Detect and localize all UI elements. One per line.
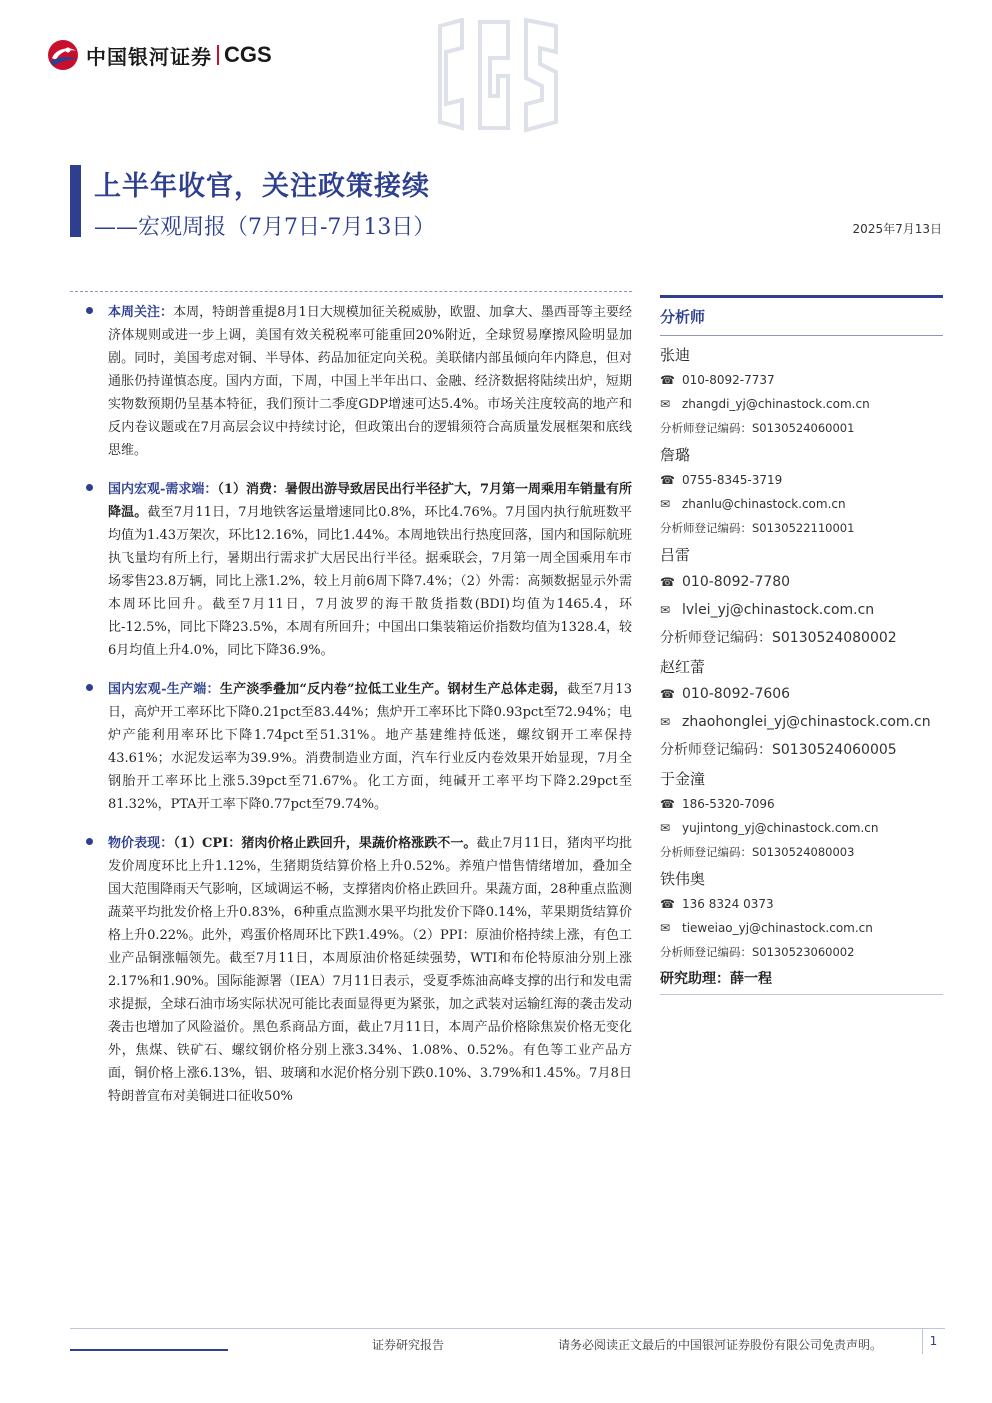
- analyst-card: [660, 542, 943, 652]
- registration-label: 分析师登记编码：: [660, 630, 772, 646]
- analyst-name: 詹璐: [660, 446, 691, 464]
- analyst-phone-row: [660, 680, 943, 708]
- analyst-list: [660, 342, 943, 964]
- analyst-name: 于金潼: [660, 770, 706, 788]
- page-number: 1: [922, 1328, 944, 1354]
- analyst-phone: 010-8092-7606: [682, 686, 791, 702]
- analyst-email[interactable]: zhaohonglei_yj@chinastock.com.cn: [682, 714, 931, 730]
- content-section: [70, 478, 632, 662]
- registration-code: S0130522110001: [752, 521, 855, 535]
- phone-icon: ☎: [660, 687, 675, 701]
- section-body: [108, 301, 632, 462]
- sidebar-heading: 分析师: [660, 306, 943, 336]
- analyst-card: [660, 866, 943, 964]
- bullet-icon: [70, 478, 108, 662]
- analyst-card: [660, 442, 943, 540]
- section-text: 截至7月13日，高炉开工率环比下降0.21pct至83.44%；焦炉开工率环比下降0.93pct至72.94%；电炉产能利用率环比下降1.74pct至51.31%。地产基建维持低迷，螺纹钢开工率保持43.61%；水泥发运率为39.9%。消费制造业方面，汽车行业反内卷效果开始显现，7月全钢胎开工率环比上涨5.39pct至71.67%。化工方面，纯碱开工率平均下降2.29pct至81.32%，PTA开工率下降0.77pct至79.74%。: [108, 682, 632, 812]
- phone-icon: ☎: [660, 897, 675, 911]
- phone-icon: ☎: [660, 575, 675, 589]
- phone-icon: ☎: [660, 797, 675, 811]
- analyst-phone: 136 8324 0373: [682, 897, 774, 911]
- analyst-email-row: [660, 816, 943, 840]
- analyst-email[interactable]: tieweiao_yj@chinastock.com.cn: [682, 921, 873, 935]
- analyst-email-row: [660, 708, 943, 736]
- analyst-registration: [660, 840, 943, 864]
- analyst-name: 张迪: [660, 346, 691, 364]
- bullet-icon: [70, 832, 108, 1108]
- analyst-name: 铁伟奥: [660, 870, 706, 888]
- email-icon: ✉: [660, 397, 671, 411]
- analyst-card: [660, 342, 943, 440]
- logo-separator: [217, 45, 219, 65]
- phone-icon: ☎: [660, 473, 675, 487]
- section-body: [108, 832, 632, 1108]
- section-body: [108, 678, 632, 816]
- main-content: [70, 291, 632, 1124]
- report-subtitle: ——宏观周报（7月7日-7月13日）: [94, 215, 436, 240]
- analyst-registration: [660, 624, 943, 652]
- footer-report-type: 证券研究报告: [372, 1338, 445, 1352]
- analyst-email[interactable]: yujintong_yj@chinastock.com.cn: [682, 821, 879, 835]
- analyst-phone: 010-8092-7737: [682, 373, 775, 387]
- section-highlight: （1）消费：暑假出游导致居民出行半径扩大，7月第一周乘用车销量有所降温。: [108, 482, 632, 520]
- analyst-card: [660, 654, 943, 764]
- company-logo: [46, 38, 272, 72]
- analyst-phone: 0755-8345-3719: [682, 473, 783, 487]
- cgs-watermark: [428, 18, 568, 133]
- registration-label: 分析师登记编码：: [660, 845, 752, 859]
- bullet-icon: [70, 301, 108, 462]
- analyst-sidebar: [660, 295, 943, 995]
- email-icon: ✉: [660, 497, 671, 511]
- registration-code: S0130524060001: [752, 421, 855, 435]
- footer-rule: [70, 1328, 945, 1329]
- logo-chinese-name: 中国银河证券: [86, 44, 212, 69]
- analyst-phone-row: [660, 792, 943, 816]
- analyst-phone: 186-5320-7096: [682, 797, 775, 811]
- analyst-registration: [660, 940, 943, 964]
- section-text: 截至7月11日，7月地铁客运量增速同比0.8%，环比4.76%。7月国内执行航班数平均值为1.43万架次，环比12.16%，同比1.44%。本周地铁出行热度回落，国内和国际航班执飞量均有所上行，暑期出行需求扩大居民出行半径。据乘联会，7月第一周全国乘用车市场零售23.8万辆，同比上涨1.2%，较上月前6周下降7.4%；（2）外需：高频数据显示外需本周环比回升。截至7月11日，7月波罗的海干散货指数(BDI)均值为1465.4，环比-12.5%，同比下降23.5%，本周有所回升；中国出口集装箱运价指数均值为1328.4，较6月均值上升4.0%，同比下降36.9%。: [108, 505, 632, 658]
- registration-code: S0130524080003: [752, 845, 855, 859]
- analyst-registration: [660, 516, 943, 540]
- analyst-phone-row: [660, 368, 943, 392]
- research-assistant: 研究助理：薛一程: [660, 966, 943, 995]
- content-section: [70, 301, 632, 462]
- analyst-registration: [660, 736, 943, 764]
- registration-label: 分析师登记编码：: [660, 945, 752, 959]
- analyst-name: 赵红蕾: [660, 658, 706, 676]
- email-icon: ✉: [660, 921, 671, 935]
- sidebar-top-rule: [660, 295, 943, 298]
- section-highlight: （1）CPI：猪肉价格止跌回升，果蔬价格涨跌不一。: [173, 836, 477, 851]
- analyst-email-row: [660, 492, 943, 516]
- title-accent-bar: [70, 165, 81, 237]
- email-icon: ✉: [660, 603, 671, 617]
- analyst-email-row: [660, 392, 943, 416]
- email-icon: ✉: [660, 821, 671, 835]
- footer-accent-line: [70, 1349, 228, 1351]
- galaxy-logo-icon: [46, 38, 80, 72]
- registration-code: S0130524060005: [772, 742, 897, 758]
- analyst-phone-row: [660, 568, 943, 596]
- report-date: 2025年7月13日: [852, 222, 942, 236]
- logo-english-name: CGS: [224, 42, 272, 67]
- analyst-email[interactable]: zhanlu@chinastock.com.cn: [682, 497, 846, 511]
- analyst-email-row: [660, 916, 943, 940]
- section-label: 国内宏观-需求端：: [108, 482, 218, 497]
- analyst-name: 吕雷: [660, 546, 691, 564]
- analyst-phone-row: [660, 468, 943, 492]
- registration-label: 分析师登记编码：: [660, 521, 752, 535]
- report-title: 上半年收官，关注政策接续: [94, 171, 430, 202]
- analyst-email-row: [660, 596, 943, 624]
- analyst-phone-row: [660, 892, 943, 916]
- section-label: 物价表现：: [108, 836, 174, 851]
- section-body: [108, 478, 632, 662]
- content-section: [70, 832, 632, 1108]
- content-section: [70, 678, 632, 816]
- phone-icon: ☎: [660, 373, 675, 387]
- analyst-registration: [660, 416, 943, 440]
- analyst-email[interactable]: zhangdi_yj@chinastock.com.cn: [682, 397, 870, 411]
- analyst-email[interactable]: lvlei_yj@chinastock.com.cn: [682, 602, 875, 618]
- registration-label: 分析师登记编码：: [660, 421, 752, 435]
- analyst-card: [660, 766, 943, 864]
- section-label: 国内宏观-生产端：: [108, 682, 220, 697]
- section-text: 本周，特朗普重提8月1日大规模加征关税威胁，欧盟、加拿大、墨西哥等主要经济体规则或进一步上调，美国有效关税税率可能重回20%附近，全球贸易摩擦风险明显加剧。同时，美国考虑对铜、半导体、药品加征定向关税。美联储内部虽倾向年内降息，但对通胀仍持谨慎态度。国内方面，下周，中国上半年出口、金融、经济数据将陆续出炉，短期实物数预期仍呈基本特征，我们预计二季度GDP增速可达5.4%。市场关注度较高的地产和反内卷议题或在7月高层会议中持续讨论，但政策出台的逻辑须符合高质量发展框架和底线思维。: [108, 305, 632, 458]
- registration-label: 分析师登记编码：: [660, 742, 772, 758]
- bullet-icon: [70, 678, 108, 816]
- section-label: 本周关注：: [108, 305, 174, 320]
- analyst-phone: 010-8092-7780: [682, 574, 791, 590]
- registration-code: S0130524080002: [772, 630, 897, 646]
- section-highlight: 生产淡季叠加“反内卷”拉低工业生产。钢材生产总体走弱，: [219, 682, 568, 697]
- footer-disclaimer: 请务必阅读正文最后的中国银河证券股份有限公司免责声明。: [558, 1338, 883, 1352]
- email-icon: ✉: [660, 715, 671, 729]
- section-text: 截止7月11日，猪肉平均批发价周度环比上升1.12%，生猪期货结算价格上升0.52%。养殖户惜售情绪增加，叠加全国大范围降雨天气影响，区域调运不畅，支撑猪肉价格止跌回升。果蔬方面，28种重点监测蔬菜平均批发价格上升0.83%，6种重点监测水果平均批发价下降0.14%，苹果期货结算价格上升0.22%。此外，鸡蛋价格周环比下跌1.49%。（2）PPI：原油价格持续上涨，有色工业产品铜涨幅领先。截至7月11日，本周原油价格延续强势，WTI和布伦特原油分别上涨2.17%和1.90%。国际能源署（IEA）7月11日表示，受夏季炼油高峰支撑的出行和发电需求提振，全球石油市场实际状况可能比表面显得更为紧张，加之武装对运输红海的袭击发动袭击也增加了风险溢价。黑色系商品方面，截止7月11日，本周产品价格除焦炭价格无变化外，焦煤、铁矿石、螺纹钢价格分别上涨3.34%、1.08%、0.52%。有色等工业产品方面，铜价格上涨6.13%，铝、玻璃和水泥价格分别下跌0.10%、3.79%和1.45%。7月8日特朗普宣布对美铜进口征收50%: [108, 836, 632, 1104]
- registration-code: S0130523060002: [752, 945, 855, 959]
